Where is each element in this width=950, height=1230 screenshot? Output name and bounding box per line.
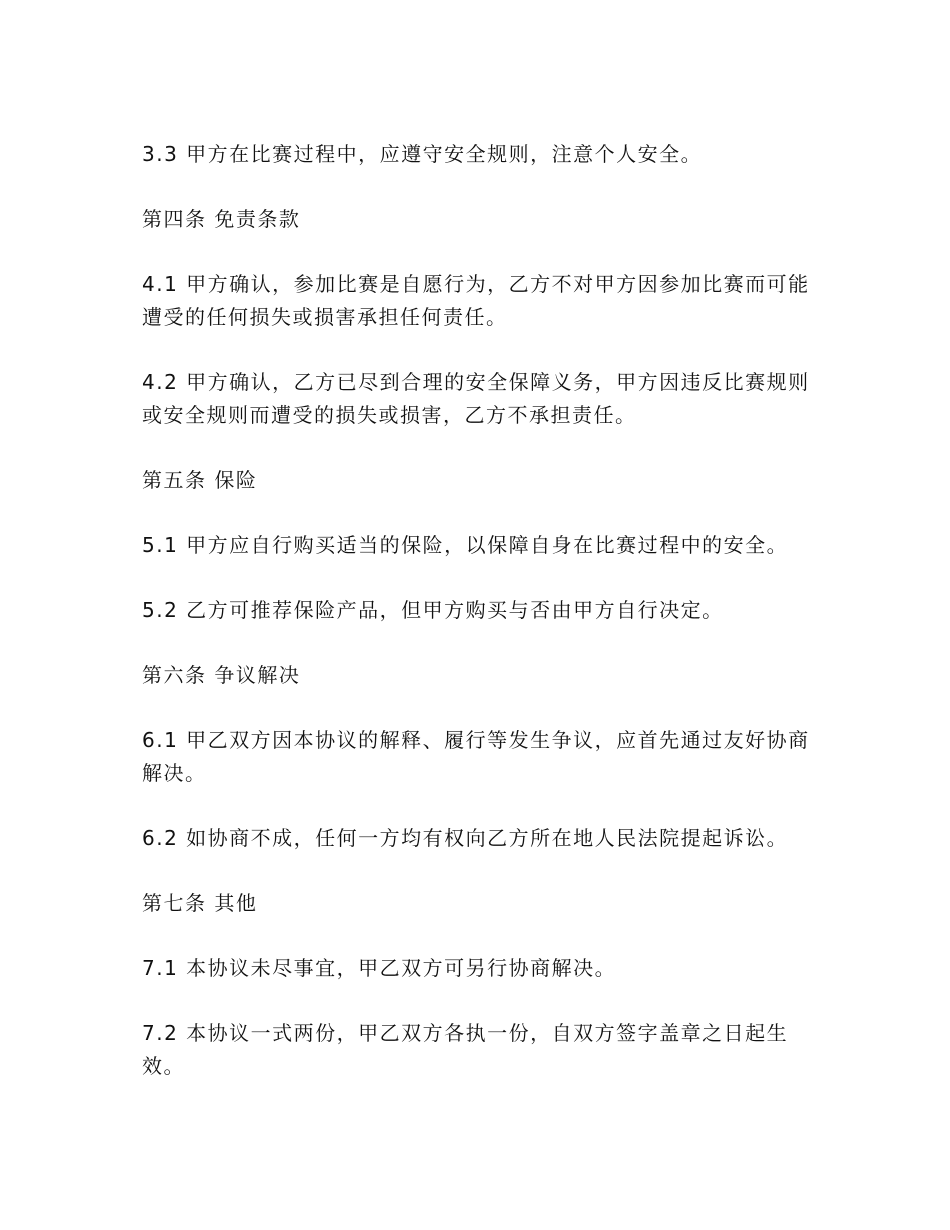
clause-4-1: 4.1 甲方确认，参加比赛是自愿行为，乙方不对甲方因参加比赛而可能遭受的任何损失或损害承担任何责任。 [142,272,810,329]
clause-5-2: 5.2 乙方可推荐保险产品，但甲方购买与否由甲方自行决定。 [142,598,724,622]
clause-3-3: 3.3 甲方在比赛过程中，应遵守安全规则，注意个人安全。 [142,142,703,166]
section-heading-5: 第五条 保险 [142,468,258,492]
section-heading-6: 第六条 争议解决 [142,663,301,687]
section-heading-7: 第七条 其他 [142,891,258,915]
document-body [142,138,812,1115]
clause-6-2: 6.2 如协商不成，任何一方均有权向乙方所在地人民法院提起诉讼。 [142,826,789,850]
clause-7-1: 7.1 本协议未尽事宜，甲乙双方可另行协商解决。 [142,956,617,980]
clause-4-2: 4.2 甲方确认，乙方已尽到合理的安全保障义务，甲方因违反比赛规则或安全规则而遭受的损失或损害，乙方不承担责任。 [142,370,810,427]
clause-6-1: 6.1 甲乙双方因本协议的解释、履行等发生争议，应首先通过友好协商解决。 [142,728,810,785]
clause-5-1: 5.1 甲方应自行购买适当的保险，以保障自身在比赛过程中的安全。 [142,533,789,557]
section-heading-4: 第四条 免责条款 [142,207,301,231]
clause-7-2: 7.2 本协议一式两份，甲乙双方各执一份，自双方签字盖章之日起生效。 [142,1021,789,1078]
